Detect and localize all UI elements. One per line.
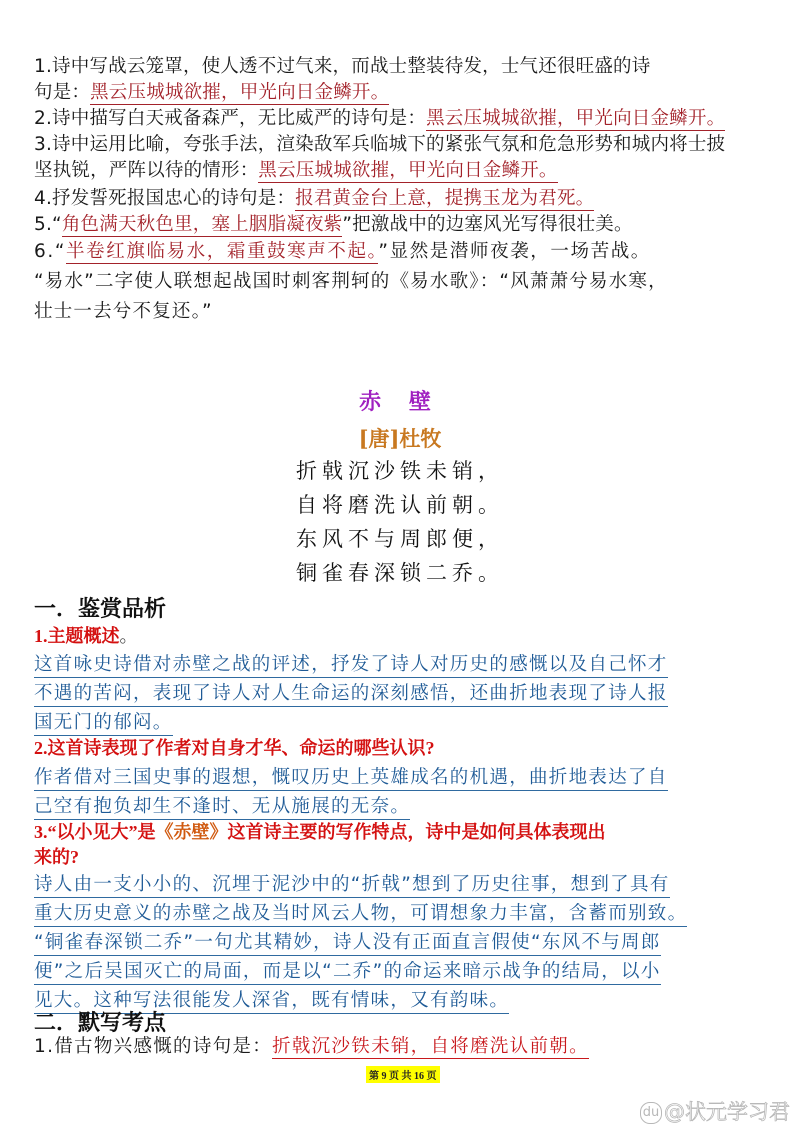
q3-answer-line-4: 便”之后吴国灭亡的局面，而是以“二乔”的命运来暗示战争的结局，以小 xyxy=(34,957,661,985)
item-2-prefix: 2.诗中描写白天戒备森严，无比威严的诗句是： xyxy=(34,108,427,129)
q1-answer-line-3: 国无门的郁闷。 xyxy=(34,708,173,736)
poem-author: [唐]杜牧 xyxy=(358,426,442,451)
page-number: 第 9 页 共 16 页 xyxy=(366,1066,440,1083)
item-3-prefix: 坚执锐，严阵以待的情形： xyxy=(34,160,259,181)
item-5-prefix: 5.“ xyxy=(34,214,62,235)
q3-answer-line-3: “铜雀春深锁二乔”一句尤其精妙，诗人没有正面直言假使“东风不与周郎 xyxy=(34,928,661,956)
item-5-suffix: ”把激战中的边塞风光写得很壮美。 xyxy=(342,214,633,235)
q1-title-end: 。 xyxy=(119,626,138,646)
item-1-prefix: 句是： xyxy=(34,82,91,103)
watermark-text: @状元学习君 xyxy=(664,1100,790,1124)
dictation-heading: 二．默写考点 xyxy=(34,1010,167,1035)
item-6-line-3: 壮士一去兮不复还。” xyxy=(34,301,213,322)
q3-title-book: 《赤壁》 xyxy=(155,822,228,842)
baidu-paw-icon: du xyxy=(640,1102,662,1124)
dictation-q1-answer: 折戟沉沙铁未销，自将磨洗认前朝。 xyxy=(272,1036,589,1057)
poem-title: 赤 壁 xyxy=(359,389,441,415)
item-6-suffix: ”显然是潜师夜袭，一场苦战。 xyxy=(378,241,651,262)
item-6-answer: 半卷红旗临易水，霜重鼓寒声不起。 xyxy=(66,241,379,262)
watermark xyxy=(640,1096,790,1126)
q3-title-line-2: 来的? xyxy=(34,847,79,867)
q2-answer-line-1: 作者借对三国史事的遐想，慨叹历史上英雄成名的机遇，曲折地表达了自 xyxy=(34,763,668,791)
item-1-answer: 黑云压城城欲摧，甲光向日金鳞开。 xyxy=(90,82,390,103)
item-4-answer: 报君黄金台上意，提携玉龙为君死。 xyxy=(295,188,595,209)
poem-line-2: 自将磨洗认前朝。 xyxy=(296,493,504,517)
item-3-line-2 xyxy=(34,156,558,182)
dictation-q1 xyxy=(34,1032,589,1058)
item-5 xyxy=(34,210,633,236)
item-6-line-1 xyxy=(34,237,651,263)
q3-title-b: 这首诗主要的写作特点，诗中是如何具体表现出 xyxy=(227,822,606,842)
q1-title-text: 1.主题概述 xyxy=(34,626,120,646)
dictation-q1-prefix: 1.借古物兴感慨的诗句是： xyxy=(34,1036,273,1057)
q1-answer-line-2: 不遇的苦闷，表现了诗人对人生命运的深刻感悟，还曲折地表现了诗人报 xyxy=(34,679,668,707)
item-4-prefix: 4.抒发誓死报国忠心的诗句是： xyxy=(34,188,296,209)
q1-title xyxy=(34,622,138,648)
item-6-line-2: “易水”二字使人联想起战国时刺客荆轲的《易水歌》：“风萧萧兮易水寒， xyxy=(34,271,668,292)
item-5-answer: 角色满天秋色里，塞上胭脂凝夜紫 xyxy=(61,214,343,235)
q3-title-line-1 xyxy=(34,818,606,844)
item-2 xyxy=(34,104,725,130)
item-1-line-2 xyxy=(34,78,389,104)
poem-line-4: 铜雀春深锁二乔。 xyxy=(296,561,504,585)
item-3-answer: 黑云压城城欲摧，甲光向日金鳞开。 xyxy=(258,160,558,181)
item-1-line-1: 1.诗中写战云笼罩，使人透不过气来，而战士整装待发，士气还很旺盛的诗 xyxy=(34,56,651,77)
item-2-answer: 黑云压城城欲摧，甲光向日金鳞开。 xyxy=(426,108,726,129)
q2-title: 2.这首诗表现了作者对自身才华、命运的哪些认识? xyxy=(34,738,435,758)
q1-answer-line-1: 这首咏史诗借对赤壁之战的评述，抒发了诗人对历史的感慨以及自己怀才 xyxy=(34,650,668,678)
poem-line-3: 东风不与周郎便， xyxy=(296,527,504,551)
q3-title-a: 3.“以小见大”是 xyxy=(34,822,156,842)
q3-answer-line-5: 见大。这种写法很能发人深省，既有情味，又有韵味。 xyxy=(34,986,509,1014)
item-3-line-1: 3.诗中运用比喻，夸张手法，渲染敌军兵临城下的紧张气氛和危急形势和城内将士披 xyxy=(34,134,726,155)
q2-answer-line-2: 己空有抱负却生不逢时、无从施展的无奈。 xyxy=(34,792,410,820)
item-4 xyxy=(34,184,594,210)
item-6-prefix: 6.“ xyxy=(34,241,67,262)
analysis-heading: 一．鉴赏品析 xyxy=(34,596,167,621)
q3-answer-line-2: 重大历史意义的赤壁之战及当时风云人物，可谓想象力丰富，含蓄而别致。 xyxy=(34,899,687,927)
q3-answer-line-1: 诗人由一支小小的、沉埋于泥沙中的“折戟”想到了历史往事，想到了具有 xyxy=(34,870,670,898)
poem-line-1: 折戟沉沙铁未销， xyxy=(296,459,504,483)
